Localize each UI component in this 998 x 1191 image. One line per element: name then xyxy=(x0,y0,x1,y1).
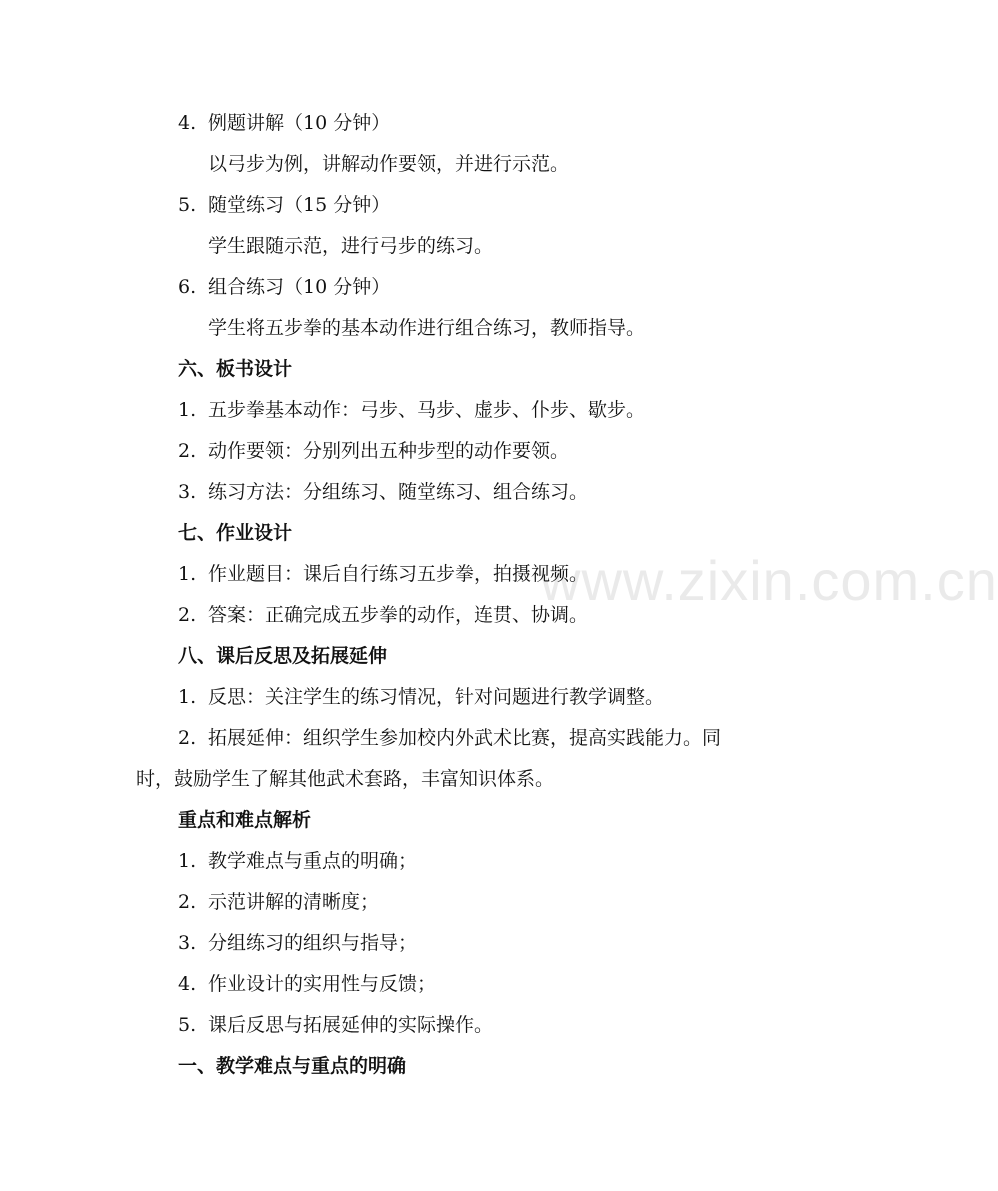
item-number: 4. xyxy=(178,112,197,134)
list-item xyxy=(136,1010,828,1040)
item-text: 例题讲解（10 分钟） xyxy=(208,112,391,134)
item-number: 4. xyxy=(178,973,197,995)
item-number: 1. xyxy=(178,850,197,872)
item-text: 作业设计的实用性与反馈； xyxy=(208,973,437,995)
item-text: 答案：正确完成五步拳的动作，连贯、协调。 xyxy=(208,604,589,626)
list-item xyxy=(136,723,828,753)
item-text: 学生跟随示范，进行弓步的练习。 xyxy=(208,235,494,257)
list-item xyxy=(136,477,828,507)
item-text: 学生将五步拳的基本动作进行组合练习，教师指导。 xyxy=(208,317,646,339)
item-number: 3. xyxy=(178,481,197,503)
item-number: 2. xyxy=(178,727,197,749)
item-text: 动作要领：分别列出五种步型的动作要领。 xyxy=(208,440,570,462)
section-heading: 七、作业设计 xyxy=(178,522,293,544)
section-heading: 八、课后反思及拓展延伸 xyxy=(178,645,388,667)
section-heading: 六、板书设计 xyxy=(178,358,293,380)
item-text: 拓展延伸：组织学生参加校内外武术比赛，提高实践能力。同 xyxy=(208,727,722,749)
section-heading: 一、教学难点与重点的明确 xyxy=(178,1055,407,1077)
item-text: 随堂练习（15 分钟） xyxy=(208,194,391,216)
item-number: 3. xyxy=(178,932,197,954)
section-heading: 重点和难点解析 xyxy=(178,809,312,831)
list-item xyxy=(136,436,828,466)
watermark: www.zixin.com.cn xyxy=(540,549,998,612)
item-text: 反思：关注学生的练习情况，针对问题进行教学调整。 xyxy=(208,686,665,708)
paragraph xyxy=(136,231,858,261)
item-number: 1. xyxy=(178,399,197,421)
item-text: 作业题目：课后自行练习五步拳，拍摄视频。 xyxy=(208,563,589,585)
item-number: 1. xyxy=(178,686,197,708)
item-text: 组合练习（10 分钟） xyxy=(208,276,391,298)
item-text: 时，鼓励学生了解其他武术套路，丰富知识体系。 xyxy=(136,768,555,790)
list-item xyxy=(136,846,828,876)
list-item xyxy=(136,969,828,999)
item-text: 练习方法：分组练习、随堂练习、组合练习。 xyxy=(208,481,589,503)
item-text: 课后反思与拓展延伸的实际操作。 xyxy=(208,1014,494,1036)
list-item xyxy=(136,559,828,589)
item-text: 教学难点与重点的明确； xyxy=(208,850,418,872)
list-item xyxy=(136,928,828,958)
item-number: 5. xyxy=(178,1014,197,1036)
list-item xyxy=(136,190,828,220)
list-item xyxy=(136,600,828,630)
list-item xyxy=(136,887,828,917)
list-item-continuation xyxy=(136,764,786,794)
paragraph xyxy=(136,149,858,179)
item-number: 6. xyxy=(178,276,197,298)
item-text: 示范讲解的清晰度； xyxy=(208,891,380,913)
item-text: 以弓步为例，讲解动作要领，并进行示范。 xyxy=(208,153,570,175)
item-number: 1. xyxy=(178,563,197,585)
list-item xyxy=(136,395,828,425)
list-item xyxy=(136,108,828,138)
list-item xyxy=(136,272,828,302)
item-number: 2. xyxy=(178,604,197,626)
item-text: 分组练习的组织与指导； xyxy=(208,932,418,954)
list-item xyxy=(136,682,828,712)
paragraph xyxy=(136,313,858,343)
item-text: 五步拳基本动作：弓步、马步、虚步、仆步、歇步。 xyxy=(208,399,646,421)
item-number: 5. xyxy=(178,194,197,216)
item-number: 2. xyxy=(178,440,197,462)
item-number: 2. xyxy=(178,891,197,913)
